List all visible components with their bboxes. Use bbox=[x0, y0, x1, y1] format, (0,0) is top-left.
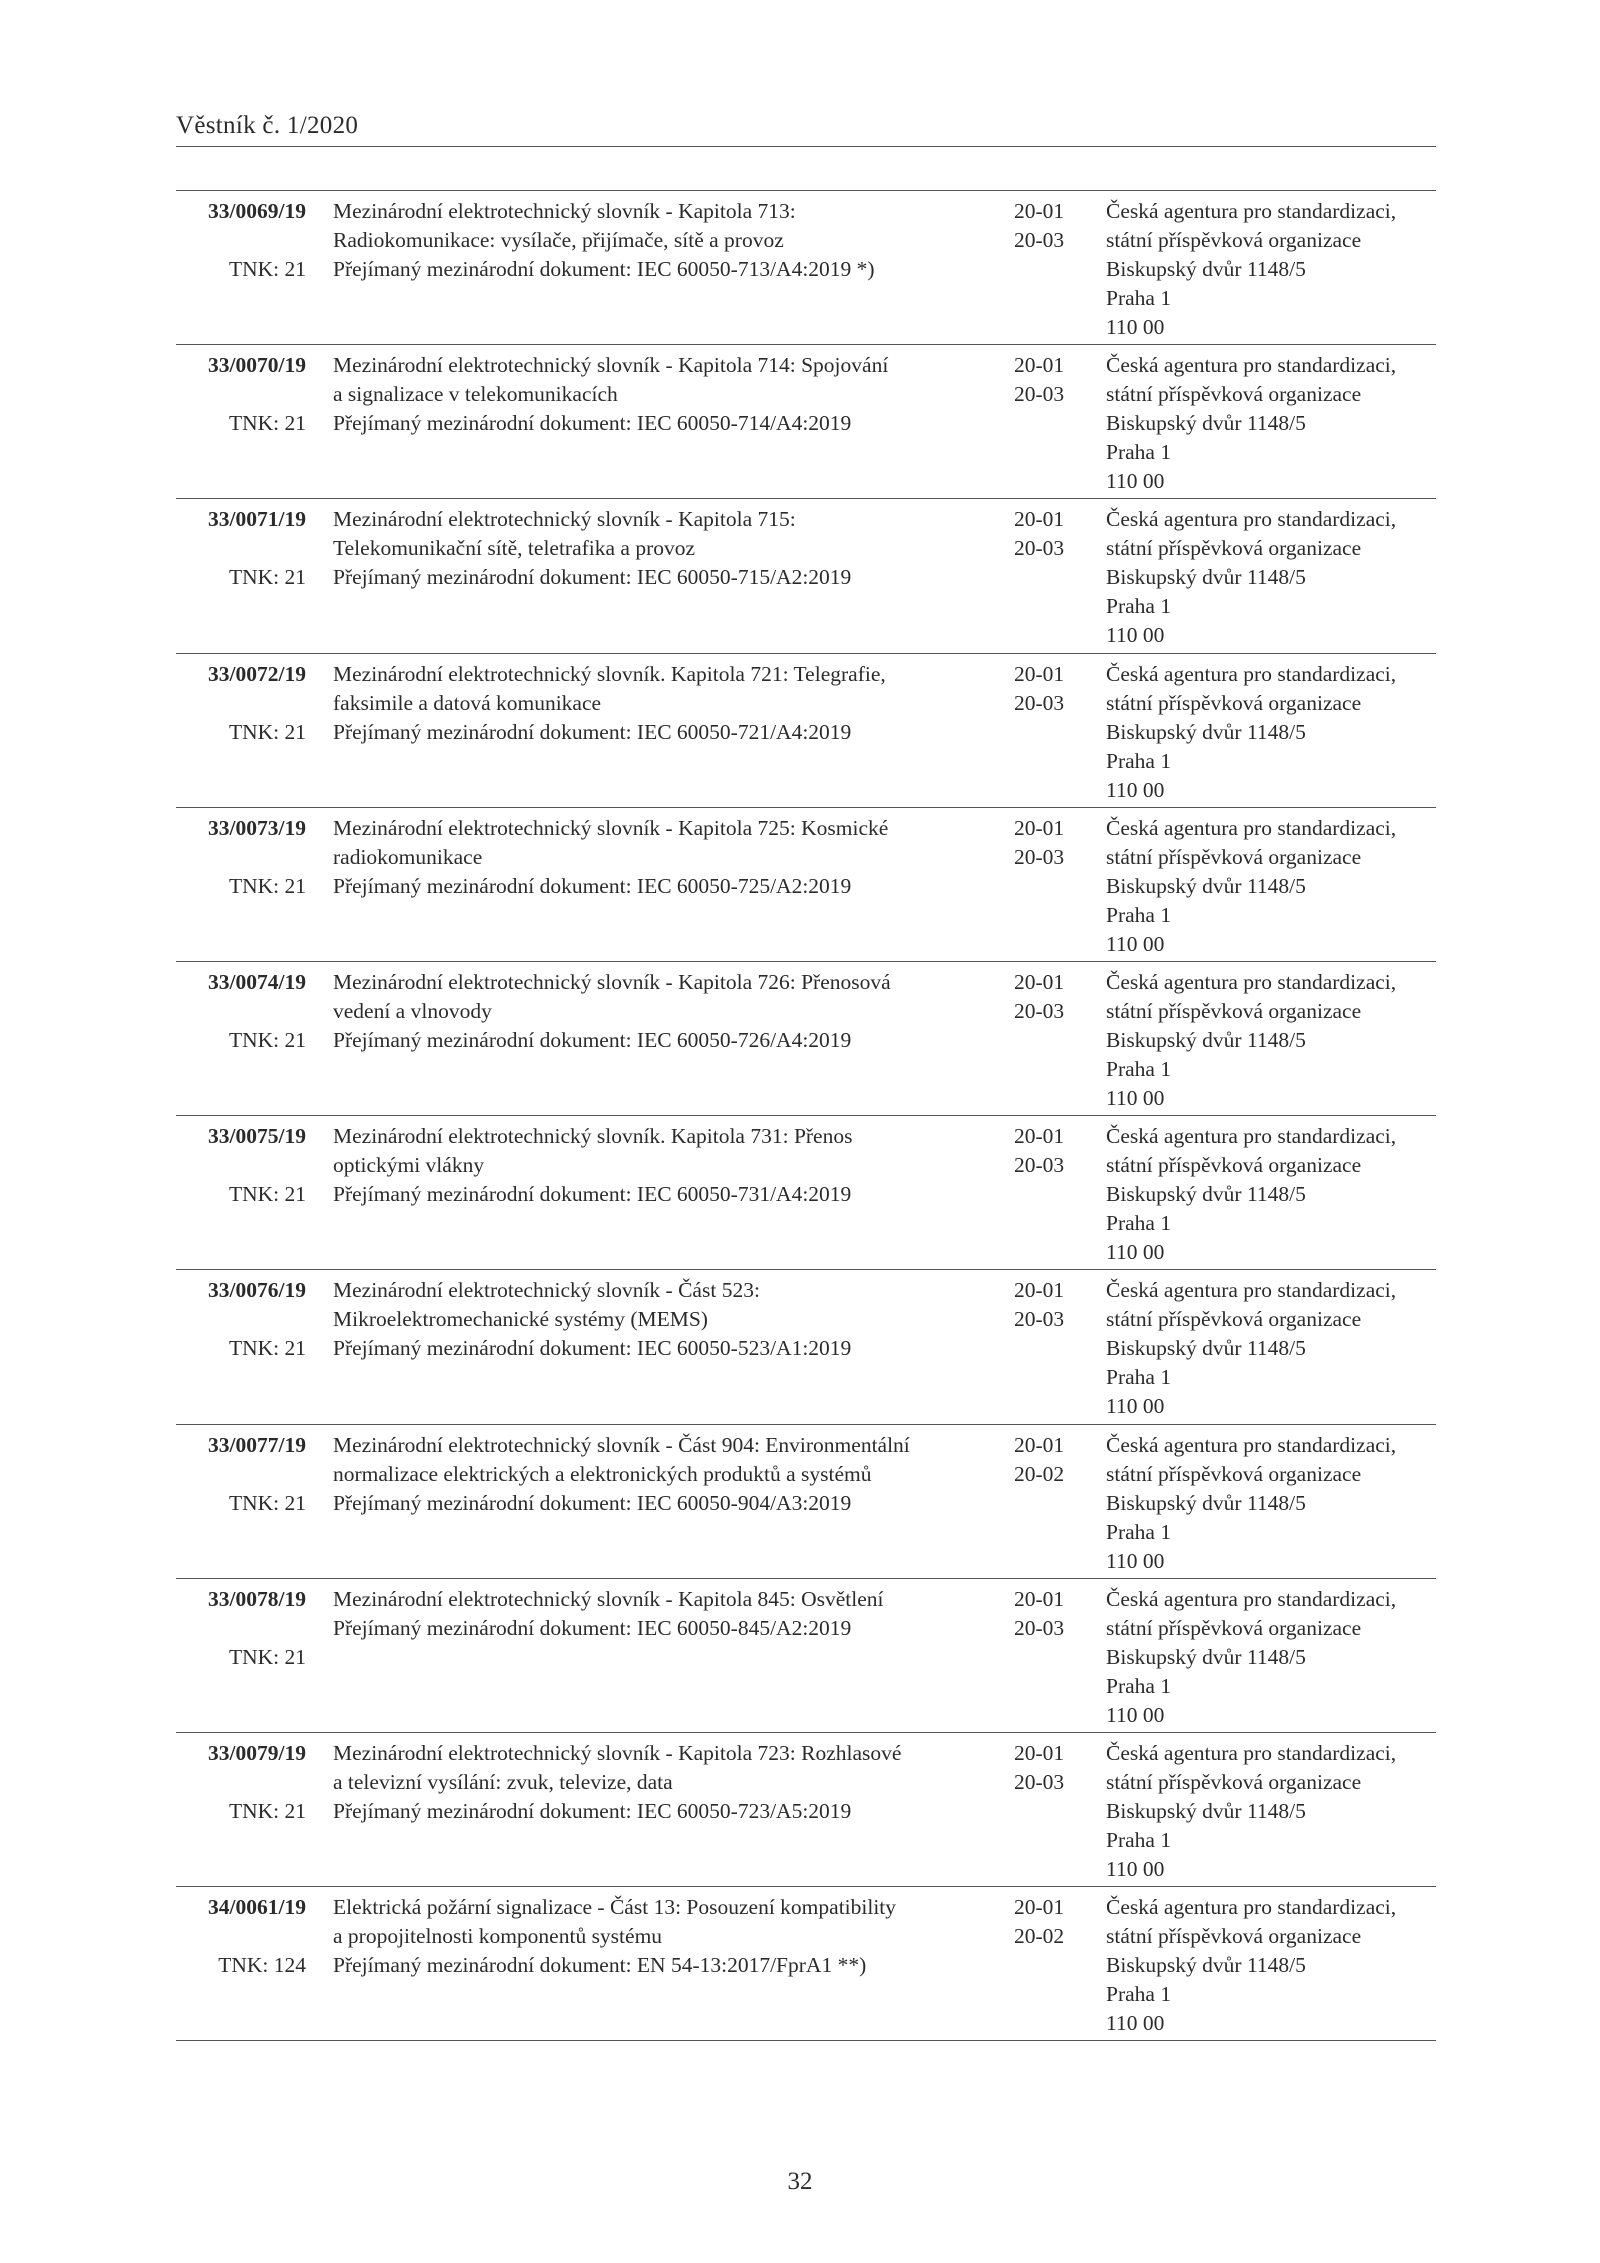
row-identifier-cell bbox=[176, 197, 306, 284]
document-title-line: faksimile a datová komunikace bbox=[333, 690, 602, 715]
organization-address-line: Česká agentura pro standardizaci, bbox=[1106, 507, 1397, 532]
date-value: 20-01 bbox=[1014, 199, 1065, 223]
tnk-label: TNK: 21 bbox=[228, 1644, 306, 1669]
organization-address-line: Praha 1 bbox=[1106, 1982, 1172, 2007]
tnk-label: TNK: 21 bbox=[228, 1336, 306, 1361]
organization-address-line: Praha 1 bbox=[1106, 1673, 1172, 1698]
tnk-label: TNK: 21 bbox=[228, 719, 306, 744]
row-identifier-cell bbox=[176, 660, 306, 747]
organization-address-line: státní příspěvková organizace bbox=[1106, 1307, 1362, 1332]
organization-address-line: 110 00 bbox=[1106, 931, 1165, 956]
document-number: 33/0069/19 bbox=[208, 199, 306, 223]
organization-address-line: státní příspěvková organizace bbox=[1106, 1769, 1362, 1794]
dates-cell bbox=[1014, 660, 1094, 718]
document-title-line: a signalizace v telekomunikacích bbox=[333, 382, 618, 407]
organization-address-line: státní příspěvková organizace bbox=[1106, 536, 1362, 561]
organization-address-line: Česká agentura pro standardizaci, bbox=[1106, 969, 1397, 994]
document-title-line: Přejímaný mezinárodní dokument: IEC 60050-723/A5:2019 bbox=[333, 1798, 852, 1823]
organization-address-line: Česká agentura pro standardizaci, bbox=[1106, 353, 1397, 378]
organization-address-line: Biskupský dvůr 1148/5 bbox=[1106, 411, 1306, 436]
document-title-line: optickými vlákny bbox=[333, 1153, 485, 1178]
organization-address-line: Biskupský dvůr 1148/5 bbox=[1106, 1953, 1306, 1978]
organization-address-cell bbox=[1106, 660, 1446, 805]
document-number: 33/0076/19 bbox=[208, 1278, 306, 1303]
organization-address-line: státní příspěvková organizace bbox=[1106, 1924, 1362, 1949]
document-title-line: Přejímaný mezinárodní dokument: IEC 60050-715/A2:2019 bbox=[333, 565, 852, 590]
table-row bbox=[176, 808, 1436, 962]
organization-address-line: státní příspěvková organizace bbox=[1106, 690, 1362, 715]
organization-address-line: 110 00 bbox=[1106, 777, 1165, 802]
organization-address-cell bbox=[1106, 351, 1446, 496]
organization-address-line: 110 00 bbox=[1106, 1085, 1165, 1110]
dates-cell bbox=[1014, 351, 1094, 409]
document-number: 33/0073/19 bbox=[208, 815, 306, 840]
document-number: 33/0077/19 bbox=[208, 1432, 306, 1457]
dates-cell bbox=[1014, 1739, 1094, 1797]
date-value: 20-01 bbox=[1014, 507, 1065, 532]
row-identifier-cell bbox=[176, 968, 306, 1055]
date-value: 20-03 bbox=[1014, 690, 1065, 715]
organization-address-line: Praha 1 bbox=[1106, 748, 1172, 773]
document-number: 33/0072/19 bbox=[208, 661, 306, 686]
organization-address-line: Praha 1 bbox=[1106, 1365, 1172, 1390]
date-value: 20-03 bbox=[1014, 228, 1065, 252]
row-identifier-cell bbox=[176, 1585, 306, 1672]
date-value: 20-01 bbox=[1014, 1124, 1065, 1149]
dates-cell bbox=[1014, 197, 1094, 255]
tnk-label: TNK: 21 bbox=[228, 873, 306, 898]
document-title-line: Mezinárodní elektrotechnický slovník - Část 523: bbox=[333, 1278, 760, 1303]
organization-address-line: Biskupský dvůr 1148/5 bbox=[1106, 1644, 1306, 1669]
organization-address-line: Biskupský dvůr 1148/5 bbox=[1106, 1182, 1306, 1207]
organization-address-line: Biskupský dvůr 1148/5 bbox=[1106, 1027, 1306, 1052]
document-title-line: vedení a vlnovody bbox=[333, 998, 492, 1023]
organization-address-cell bbox=[1106, 1276, 1446, 1421]
date-value: 20-01 bbox=[1014, 1740, 1065, 1765]
organization-address-line: Biskupský dvůr 1148/5 bbox=[1106, 1490, 1306, 1515]
tnk-label: TNK: 124 bbox=[218, 1953, 306, 1978]
organization-address-line: státní příspěvková organizace bbox=[1106, 1615, 1362, 1640]
date-value: 20-03 bbox=[1014, 998, 1065, 1023]
document-title-line: Mezinárodní elektrotechnický slovník - Kapitola 725: Kosmické bbox=[333, 815, 889, 840]
document-number: 33/0074/19 bbox=[208, 969, 306, 994]
organization-address-line: 110 00 bbox=[1106, 469, 1165, 494]
organization-address-cell bbox=[1106, 505, 1446, 650]
organization-address-cell bbox=[1106, 1739, 1446, 1884]
date-value: 20-02 bbox=[1014, 1924, 1065, 1949]
date-value: 20-01 bbox=[1014, 1586, 1065, 1611]
organization-address-line: Praha 1 bbox=[1106, 1519, 1172, 1544]
document-title-line: Přejímaný mezinárodní dokument: IEC 60050-904/A3:2019 bbox=[333, 1490, 852, 1515]
organization-address-line: Praha 1 bbox=[1106, 1211, 1172, 1236]
organization-address-line: 110 00 bbox=[1106, 1394, 1165, 1419]
document-title-line: a propojitelnosti komponentů systému bbox=[333, 1924, 663, 1949]
document-title-line: Mikroelektromechanické systémy (MEMS) bbox=[333, 1307, 708, 1332]
dates-cell bbox=[1014, 814, 1094, 872]
organization-address-line: 110 00 bbox=[1106, 623, 1165, 648]
organization-address-line: Praha 1 bbox=[1106, 440, 1172, 465]
organization-address-line: 110 00 bbox=[1106, 1702, 1165, 1727]
table-row bbox=[176, 1733, 1436, 1887]
organization-address-line: státní příspěvková organizace bbox=[1106, 382, 1362, 407]
row-identifier-cell bbox=[176, 1122, 306, 1209]
table-row bbox=[176, 345, 1436, 499]
organization-address-line: Biskupský dvůr 1148/5 bbox=[1106, 1798, 1306, 1823]
organization-address-line: Biskupský dvůr 1148/5 bbox=[1106, 873, 1306, 898]
document-number: 33/0075/19 bbox=[208, 1124, 306, 1149]
organization-address-line: Česká agentura pro standardizaci, bbox=[1106, 199, 1397, 223]
document-number: 33/0078/19 bbox=[208, 1586, 306, 1611]
dates-cell bbox=[1014, 1585, 1094, 1643]
document-title-line: normalizace elektrických a elektronických produktů a systémů bbox=[333, 1461, 872, 1486]
dates-cell bbox=[1014, 505, 1094, 563]
date-value: 20-01 bbox=[1014, 815, 1065, 840]
organization-address-line: Česká agentura pro standardizaci, bbox=[1106, 1124, 1397, 1149]
page-header-title: Věstník č. 1/2020 bbox=[176, 112, 359, 139]
organization-address-cell bbox=[1106, 814, 1446, 959]
document-title-line: Mezinárodní elektrotechnický slovník - Kapitola 723: Rozhlasové bbox=[333, 1740, 902, 1765]
date-value: 20-01 bbox=[1014, 969, 1065, 994]
table-row bbox=[176, 1579, 1436, 1733]
standards-table bbox=[176, 190, 1436, 2041]
date-value: 20-01 bbox=[1014, 1895, 1065, 1920]
organization-address-line: státní příspěvková organizace bbox=[1106, 1461, 1362, 1486]
organization-address-line: 110 00 bbox=[1106, 2011, 1165, 2036]
date-value: 20-03 bbox=[1014, 1307, 1065, 1332]
document-title-line: Přejímaný mezinárodní dokument: EN 54-13:2017/FprA1 **) bbox=[333, 1953, 867, 1978]
document-number: 33/0079/19 bbox=[208, 1740, 306, 1765]
row-identifier-cell bbox=[176, 814, 306, 901]
document-title-line: Přejímaný mezinárodní dokument: IEC 60050-714/A4:2019 bbox=[333, 411, 852, 436]
document-title-line: Mezinárodní elektrotechnický slovník - Kapitola 713: bbox=[333, 199, 796, 223]
organization-address-line: Biskupský dvůr 1148/5 bbox=[1106, 257, 1306, 281]
tnk-label: TNK: 21 bbox=[228, 1798, 306, 1823]
tnk-label: TNK: 21 bbox=[228, 1027, 306, 1052]
organization-address-cell bbox=[1106, 1431, 1446, 1576]
document-title-line: Přejímaný mezinárodní dokument: IEC 60050-523/A1:2019 bbox=[333, 1336, 852, 1361]
dates-cell bbox=[1014, 1122, 1094, 1180]
organization-address-line: 110 00 bbox=[1106, 315, 1165, 339]
date-value: 20-01 bbox=[1014, 353, 1065, 378]
table-row bbox=[176, 1116, 1436, 1270]
organization-address-line: Praha 1 bbox=[1106, 902, 1172, 927]
row-identifier-cell bbox=[176, 1431, 306, 1518]
document-title-line: Přejímaný mezinárodní dokument: IEC 60050-725/A2:2019 bbox=[333, 873, 852, 898]
dates-cell bbox=[1014, 968, 1094, 1026]
row-identifier-cell bbox=[176, 1739, 306, 1826]
organization-address-line: státní příspěvková organizace bbox=[1106, 844, 1362, 869]
date-value: 20-03 bbox=[1014, 1153, 1065, 1178]
date-value: 20-02 bbox=[1014, 1461, 1065, 1486]
document-number: 33/0070/19 bbox=[208, 353, 306, 378]
document-title-line: Přejímaný mezinárodní dokument: IEC 60050-721/A4:2019 bbox=[333, 719, 852, 744]
document-title-line: Mezinárodní elektrotechnický slovník - Kapitola 715: bbox=[333, 507, 796, 532]
organization-address-line: 110 00 bbox=[1106, 1240, 1165, 1265]
document-number: 34/0061/19 bbox=[208, 1895, 306, 1920]
document-title-line: Mezinárodní elektrotechnický slovník - Kapitola 845: Osvětlení bbox=[333, 1586, 884, 1611]
organization-address-line: Česká agentura pro standardizaci, bbox=[1106, 1895, 1397, 1920]
organization-address-line: 110 00 bbox=[1106, 1548, 1165, 1573]
table-row bbox=[176, 654, 1436, 808]
organization-address-line: Česká agentura pro standardizaci, bbox=[1106, 815, 1397, 840]
date-value: 20-03 bbox=[1014, 382, 1065, 407]
date-value: 20-03 bbox=[1014, 536, 1065, 561]
row-identifier-cell bbox=[176, 351, 306, 438]
tnk-label: TNK: 21 bbox=[228, 411, 306, 436]
organization-address-line: Česká agentura pro standardizaci, bbox=[1106, 661, 1397, 686]
organization-address-line: Česká agentura pro standardizaci, bbox=[1106, 1586, 1397, 1611]
document-title-line: a televizní vysílání: zvuk, televize, data bbox=[333, 1769, 673, 1794]
date-value: 20-03 bbox=[1014, 844, 1065, 869]
date-value: 20-03 bbox=[1014, 1769, 1065, 1794]
organization-address-line: Praha 1 bbox=[1106, 1056, 1172, 1081]
table-row bbox=[176, 1270, 1436, 1424]
table-row bbox=[176, 962, 1436, 1116]
organization-address-cell bbox=[1106, 1893, 1446, 2038]
document-title-line: Telekomunikační sítě, teletrafika a provoz bbox=[333, 536, 696, 561]
document-title-line: Mezinárodní elektrotechnický slovník - Část 904: Environmentální bbox=[333, 1432, 910, 1457]
document-title-line: Radiokomunikace: vysílače, přijímače, sítě a provoz bbox=[333, 228, 784, 252]
date-value: 20-03 bbox=[1014, 1615, 1065, 1640]
organization-address-line: Biskupský dvůr 1148/5 bbox=[1106, 565, 1306, 590]
organization-address-cell bbox=[1106, 1122, 1446, 1267]
document-title-line: Přejímaný mezinárodní dokument: IEC 60050-731/A4:2019 bbox=[333, 1182, 852, 1207]
document-number: 33/0071/19 bbox=[208, 507, 306, 532]
row-identifier-cell bbox=[176, 505, 306, 592]
organization-address-line: Biskupský dvůr 1148/5 bbox=[1106, 719, 1306, 744]
table-row bbox=[176, 1425, 1436, 1579]
row-identifier-cell bbox=[176, 1893, 306, 1980]
organization-address-cell bbox=[1106, 1585, 1446, 1730]
organization-address-line: Česká agentura pro standardizaci, bbox=[1106, 1740, 1397, 1765]
organization-address-line: Biskupský dvůr 1148/5 bbox=[1106, 1336, 1306, 1361]
organization-address-cell bbox=[1106, 197, 1446, 342]
table-row bbox=[176, 191, 1436, 345]
organization-address-cell bbox=[1106, 968, 1446, 1113]
organization-address-line: Česká agentura pro standardizaci, bbox=[1106, 1432, 1397, 1457]
date-value: 20-01 bbox=[1014, 1432, 1065, 1457]
dates-cell bbox=[1014, 1893, 1094, 1951]
tnk-label: TNK: 21 bbox=[228, 1182, 306, 1207]
organization-address-line: Praha 1 bbox=[1106, 1827, 1172, 1852]
tnk-label: TNK: 21 bbox=[228, 257, 306, 281]
date-value: 20-01 bbox=[1014, 661, 1065, 686]
document-title-line: Přejímaný mezinárodní dokument: IEC 60050-726/A4:2019 bbox=[333, 1027, 852, 1052]
page-number: 32 bbox=[787, 2168, 813, 2195]
tnk-label: TNK: 21 bbox=[228, 1490, 306, 1515]
dates-cell bbox=[1014, 1276, 1094, 1334]
organization-address-line: Česká agentura pro standardizaci, bbox=[1106, 1278, 1397, 1303]
table-row bbox=[176, 1887, 1436, 2041]
organization-address-line: státní příspěvková organizace bbox=[1106, 1153, 1362, 1178]
organization-address-line: státní příspěvková organizace bbox=[1106, 228, 1362, 252]
dates-cell bbox=[1014, 1431, 1094, 1489]
document-title-line: Mezinárodní elektrotechnický slovník. Kapitola 721: Telegrafie, bbox=[333, 661, 886, 686]
date-value: 20-01 bbox=[1014, 1278, 1065, 1303]
organization-address-line: 110 00 bbox=[1106, 1856, 1165, 1881]
document-title-line: Mezinárodní elektrotechnický slovník. Kapitola 731: Přenos bbox=[333, 1124, 853, 1149]
document-title-line: radiokomunikace bbox=[333, 844, 483, 869]
organization-address-line: státní příspěvková organizace bbox=[1106, 998, 1362, 1023]
document-title-line: Mezinárodní elektrotechnický slovník - Kapitola 714: Spojování bbox=[333, 353, 889, 378]
document-title-line: Mezinárodní elektrotechnický slovník - Kapitola 726: Přenosová bbox=[333, 969, 891, 994]
document-title-line: Přejímaný mezinárodní dokument: IEC 60050-713/A4:2019 *) bbox=[333, 257, 875, 281]
tnk-label: TNK: 21 bbox=[228, 565, 306, 590]
table-row bbox=[176, 499, 1436, 653]
row-identifier-cell bbox=[176, 1276, 306, 1363]
organization-address-line: Praha 1 bbox=[1106, 286, 1172, 310]
organization-address-line: Praha 1 bbox=[1106, 594, 1172, 619]
document-title-line: Elektrická požární signalizace - Část 13: Posouzení kompatibility bbox=[333, 1895, 897, 1920]
header-divider bbox=[176, 146, 1436, 147]
document-title-line: Přejímaný mezinárodní dokument: IEC 60050-845/A2:2019 bbox=[333, 1615, 852, 1640]
